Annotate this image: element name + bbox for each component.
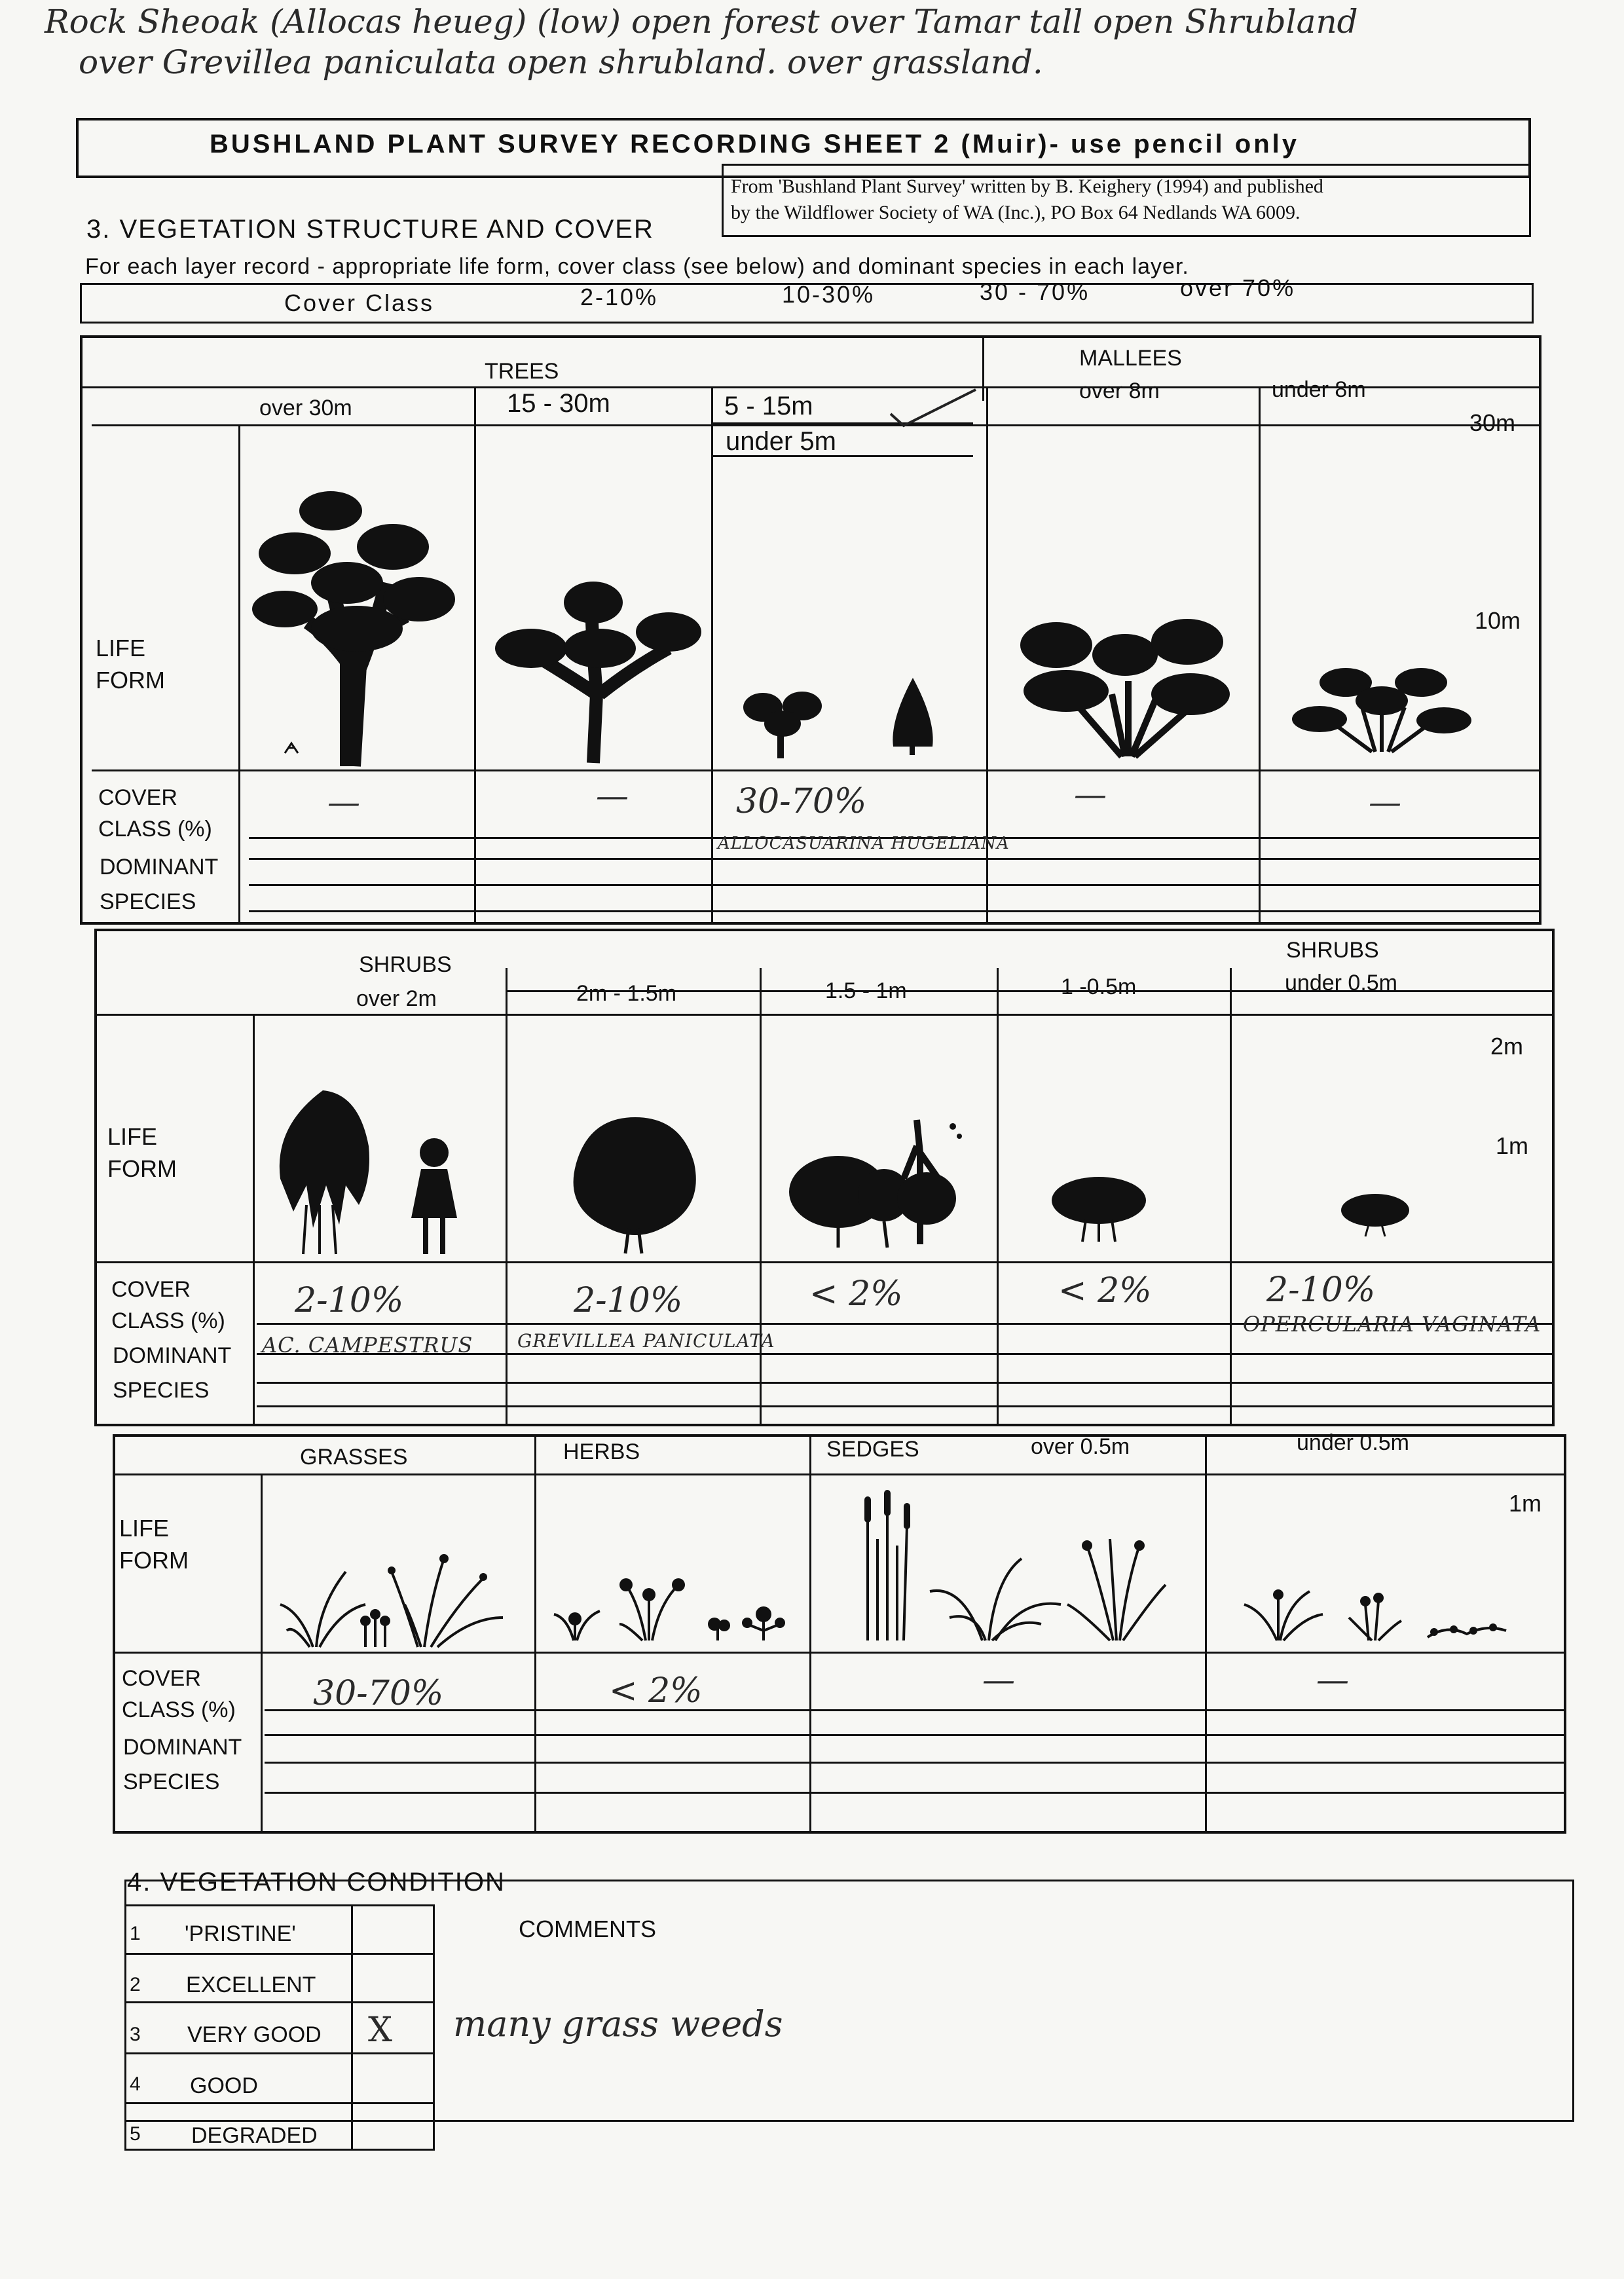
- trees-cover-over30: —: [327, 783, 360, 821]
- condition-row-1-num: 1: [130, 1923, 141, 1944]
- check-mark-5-15: [891, 386, 982, 432]
- cover-class-c2: 10-30%: [782, 281, 876, 308]
- cover-class-c4: over 70%: [1180, 274, 1296, 301]
- condition-row-2-label: EXCELLENT: [186, 1973, 316, 1997]
- grasses-life-form-label: LIFE FORM: [119, 1515, 189, 1574]
- comments-text: many grass weeds: [453, 2003, 783, 2045]
- sedges-cover-over05: —: [982, 1661, 1015, 1699]
- grasses-header: GRASSES: [300, 1445, 408, 1470]
- shrubs-species-over2: AC. CAMPESTRUS: [262, 1333, 473, 1358]
- sedges-col-over05: over 0.5m: [1031, 1434, 1130, 1459]
- cover-class-c1: 2-10%: [580, 284, 659, 310]
- tree-over30-icon: [249, 491, 465, 773]
- handwritten-note-line2: over Grevillea paniculata open shrubland. over grassland.: [79, 43, 1043, 81]
- shrubs-species-rule2: [257, 1382, 1555, 1384]
- shrubs-species-under05: OPERCULARIA VAGINATA: [1243, 1312, 1541, 1337]
- condition-row-rule2: [124, 2001, 435, 2003]
- mallees-header: MALLEES: [1079, 346, 1182, 371]
- condition-row-5-label: DEGRADED: [191, 2123, 318, 2148]
- shrub-1-05-icon: [1046, 1171, 1151, 1243]
- shrubs-life-form-label: LIFE FORM: [107, 1123, 177, 1182]
- condition-row-1-label: 'PRISTINE': [185, 1921, 296, 1946]
- mallees-cover-under8: —: [1369, 783, 1401, 821]
- grasses-lifeform-top: [113, 1473, 1566, 1475]
- trees-life-form-label: LIFE FORM: [96, 635, 165, 694]
- shrubs-col5: [1230, 968, 1232, 1426]
- tree-under5-icon: [887, 675, 939, 756]
- trees-cover-15-30: —: [596, 777, 629, 815]
- condition-row-4-num: 4: [130, 2073, 141, 2095]
- mallees-cover-over8: —: [1074, 775, 1107, 813]
- shrubs-col-2-15: 2m - 1.5m: [576, 981, 677, 1006]
- shrubs-header-left: SHRUBS: [359, 952, 452, 977]
- trees-dominant-species-label: DOMINANT SPECIES: [100, 855, 218, 914]
- condition-row-5-num: 5: [130, 2123, 141, 2145]
- shrubs-cover-under05: 2-10%: [1266, 1270, 1376, 1310]
- shrub-15-1-icon: [786, 1113, 969, 1251]
- trees-scale-10m: 10m: [1475, 607, 1521, 634]
- shrubs-lifeform-top: [94, 1014, 1555, 1016]
- grasses-species-rule2: [265, 1762, 1566, 1764]
- condition-row-2-num: 2: [130, 1974, 141, 1995]
- sedges-under05-icon: [1238, 1559, 1526, 1644]
- trees-col-15-30: 15 - 30m: [507, 389, 610, 418]
- sheet-title: BUSHLAND PLANT SURVEY RECORDING SHEET 2 (Muir)- use pencil only: [210, 130, 1300, 158]
- shrubs-col-1-05: 1 -0.5m: [1061, 974, 1137, 999]
- shrubs-scale-2m: 2m: [1490, 1033, 1524, 1060]
- trees-col2: [474, 386, 476, 925]
- shrubs-dominant-species-label: DOMINANT SPECIES: [113, 1343, 231, 1403]
- grasses-species-rule3: [265, 1792, 1566, 1794]
- condition-row-rule1: [124, 1953, 435, 1955]
- grasses-cover-top: [113, 1652, 1566, 1654]
- grasses-col4: [1205, 1434, 1207, 1834]
- sedges-cover-under05: —: [1316, 1661, 1349, 1699]
- shrubs-col-15-1: 1.5 - 1m: [825, 978, 907, 1003]
- shrubs-species-2-15: GREVILLEA PANICULATA: [517, 1330, 775, 1352]
- grasses-scale-1m: 1m: [1509, 1490, 1542, 1517]
- condition-row-3-label: VERY GOOD: [187, 2022, 322, 2047]
- shrub-over2-icon: [261, 1087, 477, 1257]
- trees-species-rule3: [249, 910, 1541, 912]
- grasses-col2: [534, 1434, 536, 1834]
- sedges-header: SEDGES: [826, 1437, 919, 1462]
- condition-row-rule3: [124, 2052, 435, 2054]
- shrubs-cover-1-05: < 2%: [1058, 1271, 1152, 1310]
- condition-row-4-label: GOOD: [190, 2073, 258, 2098]
- trees-scale-30m: 30m: [1469, 409, 1516, 436]
- trees-species-5-15: ALLOCASUARINA HUGELIANA: [718, 834, 1010, 853]
- grasses-species-rule1: [265, 1734, 1566, 1736]
- instruction-text: For each layer record - appropriate life form, cover class (see below) and dominant species in each layer.: [85, 254, 1189, 279]
- shrubs-col-over2: over 2m: [356, 986, 437, 1011]
- comments-label: COMMENTS: [519, 1916, 656, 1942]
- herbs-icon: [547, 1559, 803, 1644]
- grasses-species-top: [265, 1709, 1566, 1711]
- mallee-under8-icon: [1290, 668, 1473, 753]
- condition-row-3-num: 3: [130, 2024, 141, 2045]
- tree-5-15-icon: [740, 681, 825, 760]
- source-line1: From 'Bushland Plant Survey' written by B. Keighery (1994) and published: [731, 176, 1323, 197]
- condition-row-rule4: [124, 2102, 435, 2104]
- mallees-col-over8: over 8m: [1079, 379, 1160, 403]
- grasses-cover-class-label: COVER CLASS (%): [122, 1666, 236, 1722]
- trees-cover-class-label: COVER CLASS (%): [98, 785, 212, 842]
- shrubs-col3: [760, 968, 762, 1426]
- shrubs-col2: [506, 968, 507, 1426]
- mallees-col-under8: under 8m: [1272, 377, 1366, 402]
- handwritten-note-line1: Rock Sheoak (Allocas heueg) (low) open forest over Tamar tall open Shrubland: [45, 3, 1358, 41]
- shrubs-cover-over2: 2-10%: [295, 1281, 404, 1320]
- mallee-over8-icon: [1014, 616, 1249, 760]
- trees-col5: [1259, 386, 1261, 925]
- trees-lifeform-top: [92, 424, 1539, 426]
- trees-col-5-15: 5 - 15m: [724, 392, 813, 420]
- shrubs-cover-class-label: COVER CLASS (%): [111, 1277, 225, 1333]
- trees-col3: [711, 386, 713, 925]
- shrubs-species-rule3: [257, 1405, 1555, 1407]
- cover-class-c3: 30 - 70%: [980, 278, 1090, 305]
- shrub-under05-icon: [1336, 1192, 1414, 1238]
- herbs-header: HERBS: [563, 1439, 640, 1464]
- shrubs-header-right: SHRUBS: [1286, 938, 1379, 963]
- section3-title: 3. VEGETATION STRUCTURE AND COVER: [86, 215, 654, 244]
- source-line2: by the Wildflower Society of WA (Inc.), PO Box 64 Nedlands WA 6009.: [731, 202, 1301, 223]
- grasses-col3: [809, 1434, 811, 1834]
- trees-col-over30: over 30m: [259, 396, 352, 420]
- sedges-over05-icon: [851, 1487, 1192, 1644]
- trees-header: TREES: [485, 359, 559, 384]
- trees-cover-5-15: 30-70%: [736, 782, 867, 821]
- section4-title: 4. VEGETATION CONDITION: [127, 1868, 506, 1897]
- grasses-dominant-species-label: DOMINANT SPECIES: [123, 1735, 242, 1794]
- grasses-cover: 30-70%: [313, 1674, 444, 1713]
- shrubs-cover-2-15: 2-10%: [574, 1281, 683, 1320]
- source-box: [722, 164, 1531, 237]
- condition-very-good-mark: X: [368, 2010, 393, 2050]
- shrubs-cover-15-1: < 2%: [809, 1274, 903, 1314]
- shrubs-col-under05: under 0.5m: [1285, 971, 1397, 995]
- shrubs-cover-top: [94, 1261, 1555, 1263]
- shrub-2-15-icon: [563, 1111, 707, 1255]
- trees-mallees-divider: [982, 335, 984, 401]
- trees-species-rule2: [249, 884, 1541, 886]
- cover-class-label: Cover Class: [284, 289, 435, 316]
- sedges-col-under05: under 0.5m: [1297, 1430, 1409, 1455]
- trees-species-rule1: [249, 858, 1541, 860]
- shrubs-col4: [997, 968, 999, 1426]
- herbs-cover: < 2%: [609, 1671, 703, 1711]
- trees-col-under5: under 5m: [726, 427, 836, 456]
- grasses-icon: [274, 1532, 523, 1650]
- condition-mark-col: [351, 1904, 353, 2151]
- tree-15-30-icon: [495, 576, 705, 766]
- shrubs-scale-1m: 1m: [1496, 1132, 1529, 1159]
